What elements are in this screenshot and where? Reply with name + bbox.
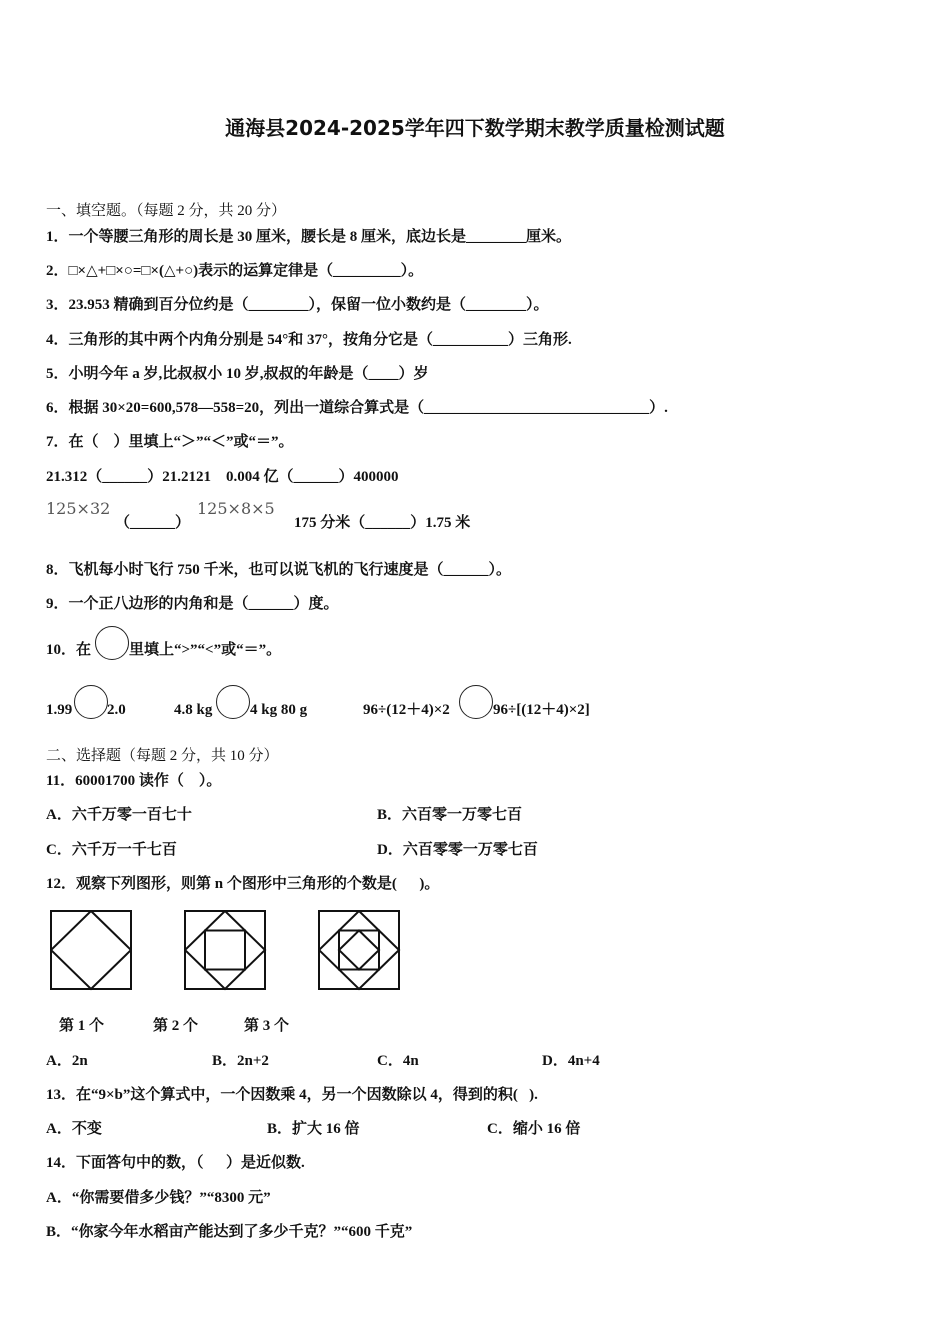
compare-a-left: 1.99	[46, 702, 73, 718]
compare-c-left: 96÷(12＋4)×2	[363, 702, 450, 718]
question-7-expression-1: 125×32	[46, 499, 111, 518]
compare-b-left: 4.8 kg	[174, 702, 213, 718]
figure-1-label: 第 1 个	[59, 1018, 105, 1034]
figure-3	[318, 910, 401, 992]
compare-a-right: 2.0	[107, 702, 126, 718]
section-2-heading: 二、选择题（每题 2 分，共 10 分）	[46, 748, 279, 764]
option-12-b[interactable]: B．2n+2	[212, 1053, 269, 1069]
page-title: 通海县2024-2025学年四下数学期末教学质量检测试题	[225, 116, 725, 140]
question-7-blank: （______）	[115, 515, 191, 531]
option-11-c[interactable]: C．六千万一千七百	[46, 842, 177, 858]
question-7-row-2: 175 分米（______）1.75 米	[294, 515, 471, 531]
question-7-expression-2: 125×8×5	[197, 499, 275, 518]
question-14: 14．下面答句中的数，（ ）是近似数.	[46, 1155, 305, 1171]
figure-2-label: 第 2 个	[153, 1018, 199, 1034]
compare-c-right: 96÷[(12＋4)×2]	[493, 702, 590, 718]
question-11: 11．60001700 读作（ ）。	[46, 773, 222, 789]
answer-circle[interactable]	[74, 685, 108, 719]
section-1-heading: 一、填空题。（每题 2 分，共 20 分）	[46, 203, 287, 219]
question-4: 4．三角形的其中两个内角分别是 54°和 37°，按角分它是（__________）三角形.	[46, 332, 572, 348]
figure-3-label: 第 3 个	[244, 1018, 290, 1034]
option-11-a[interactable]: A．六千万零一百七十	[46, 807, 192, 823]
option-14-b[interactable]: B．“你家今年水稻亩产能达到了多少千克？”“600 千克”	[46, 1224, 413, 1240]
option-13-a[interactable]: A．不变	[46, 1121, 102, 1137]
compare-b-right: 4 kg 80 g	[250, 702, 308, 718]
figure-1	[50, 910, 132, 992]
question-8: 8．飞机每小时飞行 750 千米，也可以说飞机的飞行速度是（______）。	[46, 562, 512, 578]
question-7: 7．在（ ）里填上“＞”“＜”或“＝”。	[46, 434, 294, 450]
question-6: 6．根据 30×20=600,578—558=20，列出一道综合算式是（______________________________）.	[46, 400, 668, 416]
question-12: 12．观察下列图形，则第 n 个图形中三角形的个数是( )。	[46, 876, 440, 892]
question-3: 3．23.953 精确到百分位约是（________），保留一位小数约是（________）。	[46, 297, 549, 313]
option-11-b[interactable]: B．六百零一万零七百	[377, 807, 523, 823]
question-5: 5．小明今年 a 岁,比叔叔小 10 岁,叔叔的年龄是（____）岁	[46, 366, 429, 382]
question-13: 13．在“9×b”这个算式中，一个因数乘 4，另一个因数除以 4，得到的积( ).	[46, 1087, 538, 1103]
answer-circle[interactable]	[459, 685, 493, 719]
figure-2	[184, 910, 267, 992]
question-10-suffix: 里填上“>”“<”或“＝”。	[129, 642, 282, 658]
question-10-prefix: 10．在	[46, 642, 92, 658]
option-14-a[interactable]: A．“你需要借多少钱？”“8300 元”	[46, 1190, 271, 1206]
question-9: 9．一个正八边形的内角和是（______）度。	[46, 596, 339, 612]
option-12-a[interactable]: A．2n	[46, 1053, 88, 1069]
question-1: 1．一个等腰三角形的周长是 30 厘米，腰长是 8 厘米，底边长是________厘米。	[46, 229, 572, 245]
question-2: 2．□×△+□×○=□×(△+○)表示的运算定律是（_________）。	[46, 263, 424, 279]
option-13-c[interactable]: C．缩小 16 倍	[487, 1121, 581, 1137]
option-13-b[interactable]: B．扩大 16 倍	[267, 1121, 360, 1137]
answer-circle[interactable]	[216, 685, 250, 719]
option-11-d[interactable]: D．六百零零一万零七百	[377, 842, 538, 858]
answer-circle	[95, 626, 129, 660]
option-12-c[interactable]: C．4n	[377, 1053, 419, 1069]
option-12-d[interactable]: D．4n+4	[542, 1053, 600, 1069]
question-7-row-1: 21.312（______）21.2121 0.004 亿（______）400000	[46, 469, 399, 485]
